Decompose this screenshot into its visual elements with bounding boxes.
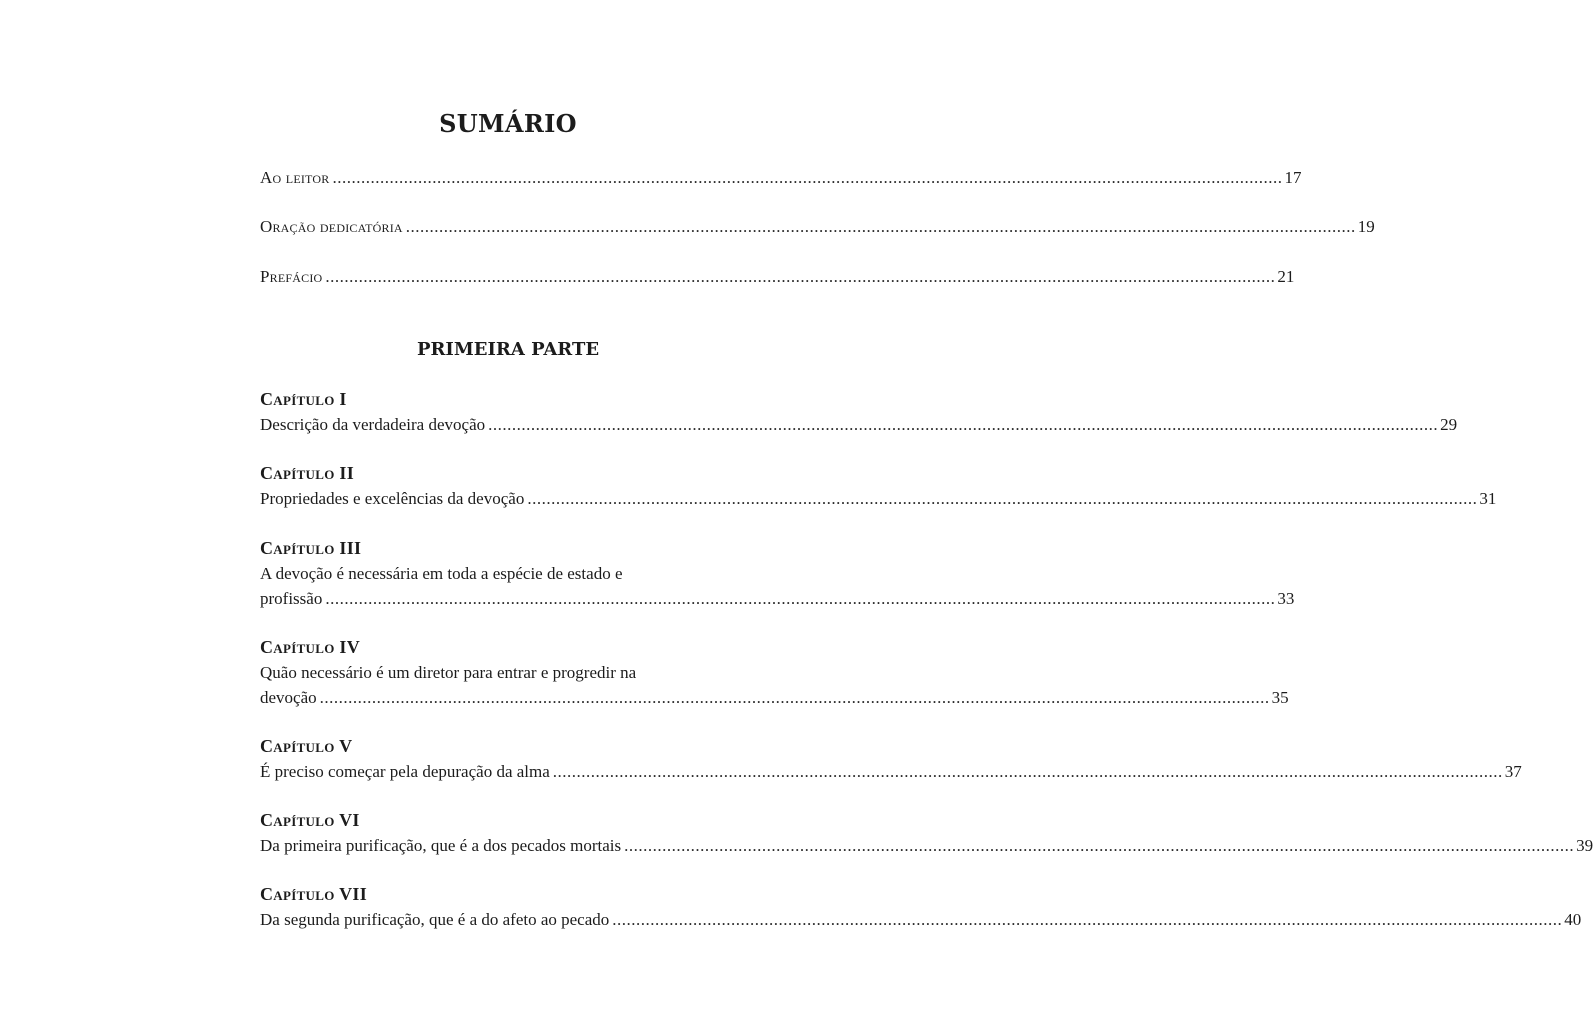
dot-leader: ........................................................................................................................................................................................................ <box>624 836 1575 855</box>
page-number: 17 <box>1284 168 1302 187</box>
toc-entry-chapter-7[interactable] <box>260 882 1582 932</box>
toc-entry-prefacio[interactable] <box>260 264 1295 289</box>
dot-leader: ........................................................................................................................................................................................................ <box>319 688 1270 707</box>
chapter-title: É preciso começar pela depuração da alma <box>260 762 550 781</box>
chapter-title-continued: devoção <box>260 688 317 707</box>
entry-label: Prefácio <box>260 267 323 286</box>
part-title: PRIMEIRA PARTE <box>416 339 600 360</box>
dot-leader: ........................................................................................................................................................................................................ <box>325 267 1276 286</box>
page-number: 39 <box>1576 836 1593 855</box>
chapter-title: Da primeira purificação, que é a dos pecados mortais <box>260 836 622 855</box>
dot-leader: ........................................................................................................................................................................................................ <box>488 415 1439 434</box>
toc-entry-chapter-1[interactable] <box>260 387 1458 437</box>
toc-entry-chapter-6[interactable] <box>260 808 1593 858</box>
chapter-title: Descrição da verdadeira devoção <box>260 415 486 434</box>
page-title: SUMÁRIO <box>439 109 577 138</box>
dot-leader: ........................................................................................................................................................................................................ <box>612 910 1563 929</box>
chapter-heading: Capítulo VII <box>260 884 368 904</box>
page-number: 19 <box>1357 217 1375 236</box>
dot-leader: ........................................................................................................................................................................................................ <box>325 589 1276 608</box>
chapter-heading: Capítulo V <box>260 736 353 756</box>
chapter-title-continued: profissão <box>260 589 323 608</box>
chapter-title: A devoção é necessária em toda a espécie de estado e <box>260 564 623 583</box>
toc-entry-ao-leitor[interactable] <box>260 165 1302 190</box>
chapter-heading: Capítulo II <box>260 463 355 483</box>
chapter-title: Da segunda purificação, que é a do afeto ao pecado <box>260 910 610 929</box>
page-number: 21 <box>1277 267 1295 286</box>
page-number: 40 <box>1564 910 1582 929</box>
entry-label: Oração dedicatória <box>260 217 403 236</box>
page-number: 31 <box>1479 489 1497 508</box>
chapter-heading: Capítulo IV <box>260 637 361 657</box>
chapter-title: Propriedades e excelências da devoção <box>260 489 525 508</box>
chapter-title: Quão necessário é um diretor para entrar e progredir na <box>260 663 637 682</box>
dot-leader: ........................................................................................................................................................................................................ <box>527 489 1478 508</box>
page-number: 35 <box>1271 688 1289 707</box>
toc-entry-chapter-3[interactable] <box>260 536 1295 611</box>
chapter-heading: Capítulo I <box>260 389 347 409</box>
dot-leader: ........................................................................................................................................................................................................ <box>552 762 1503 781</box>
page-number: 37 <box>1504 762 1522 781</box>
toc-entry-chapter-5[interactable] <box>260 734 1522 784</box>
toc-entry-chapter-4[interactable] <box>260 635 1289 710</box>
dot-leader: ........................................................................................................................................................................................................ <box>332 168 1283 187</box>
page-number: 33 <box>1277 589 1295 608</box>
chapter-heading: Capítulo VI <box>260 810 360 830</box>
entry-label: Ao leitor <box>260 168 330 187</box>
toc-entry-oracao-dedicatoria[interactable] <box>260 214 1375 239</box>
table-of-contents-page <box>260 0 1593 1024</box>
page-number: 29 <box>1440 415 1458 434</box>
chapter-heading: Capítulo III <box>260 538 362 558</box>
toc-entry-chapter-2[interactable] <box>260 461 1497 511</box>
dot-leader: ........................................................................................................................................................................................................ <box>405 217 1356 236</box>
